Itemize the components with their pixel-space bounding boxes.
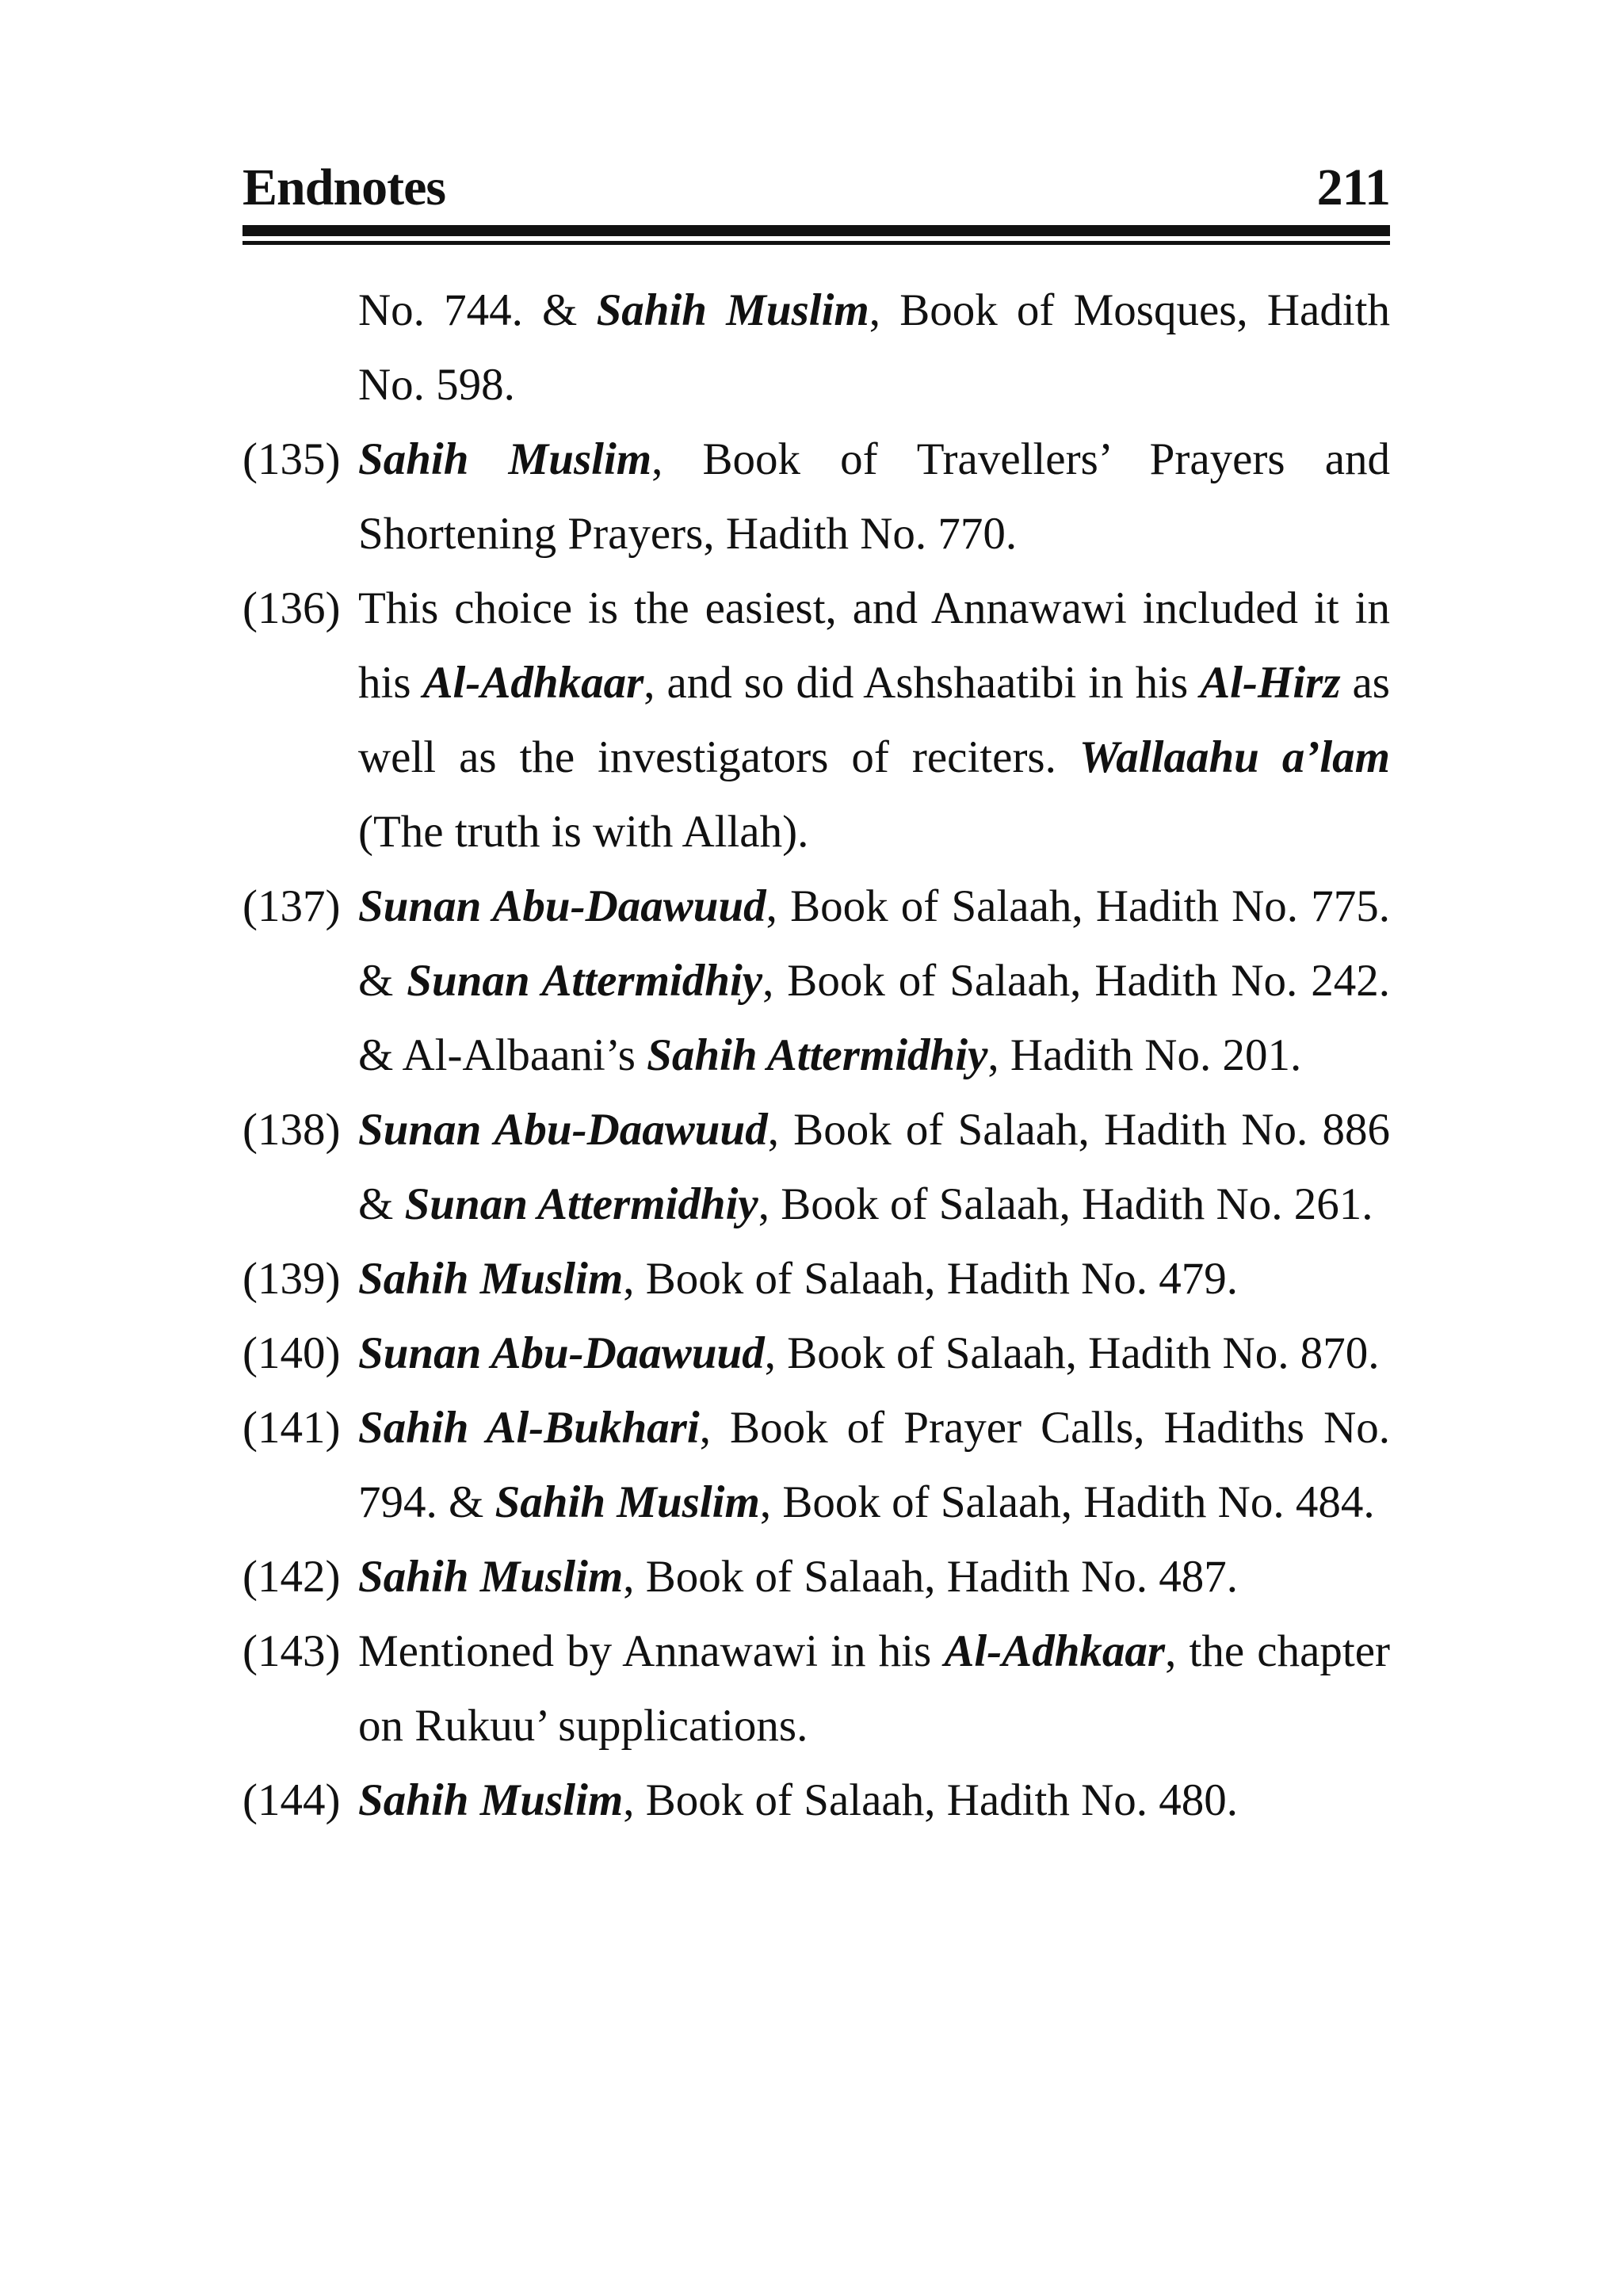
endnote-text bbox=[358, 273, 1390, 422]
endnote-item bbox=[242, 1540, 1390, 1614]
italic-title: Sahih Attermidhiy bbox=[647, 1030, 988, 1080]
text-run: , Book of Salaah, Hadith No. 242. & Al-Albaani’s bbox=[358, 956, 1391, 1080]
text-run: Mentioned by Annawawi in his bbox=[358, 1626, 945, 1676]
endnote-text bbox=[358, 1093, 1390, 1242]
italic-title: Al-Adhkaar bbox=[422, 658, 644, 708]
endnotes-list bbox=[242, 273, 1390, 1838]
endnote-number: (139) bbox=[242, 1254, 341, 1304]
italic-title: Sahih Al-Bukhari bbox=[358, 1403, 700, 1453]
text-run: , Book of Salaah, Hadith No. 480. bbox=[623, 1775, 1238, 1825]
endnote-text bbox=[358, 1242, 1390, 1316]
text-run: , and so did Ashshaatibi in his bbox=[643, 658, 1201, 708]
header-rule-thick bbox=[242, 225, 1390, 236]
endnote-number: (137) bbox=[242, 881, 341, 931]
endnote-item bbox=[242, 869, 1390, 1093]
header-title: Endnotes bbox=[242, 159, 446, 216]
endnote-item bbox=[242, 1093, 1390, 1242]
text-run: , Book of Mosques, Hadith No. 598. bbox=[358, 285, 1390, 410]
endnote-number: (141) bbox=[242, 1403, 341, 1453]
text-run: as well as the investigators of reciters. bbox=[358, 658, 1390, 782]
text-run: , Book of Salaah, Hadith No. 775. & bbox=[358, 881, 1390, 1006]
italic-title: Sahih Muslim bbox=[358, 1552, 624, 1602]
italic-title: Al-Hirz bbox=[1200, 658, 1341, 708]
italic-title: Sahih Muslim bbox=[358, 1775, 624, 1825]
endnote-text bbox=[358, 1391, 1390, 1540]
text-run: , Book of Salaah, Hadith No. 484. bbox=[759, 1477, 1375, 1527]
endnote-item bbox=[242, 273, 1390, 422]
header-rule-thin bbox=[242, 241, 1390, 245]
endnote-text bbox=[358, 1316, 1390, 1391]
italic-title: Sunan Abu-Daawuud bbox=[358, 881, 766, 931]
endnote-number: (144) bbox=[242, 1775, 341, 1825]
text-run: , Book of Salaah, Hadith No. 261. bbox=[758, 1179, 1373, 1229]
endnote-item bbox=[242, 571, 1390, 869]
italic-title: Sunan Attermidhiy bbox=[407, 956, 763, 1006]
italic-title: Sahih Muslim bbox=[358, 434, 652, 484]
endnote-text bbox=[358, 1540, 1390, 1614]
text-run: (The truth is with Allah). bbox=[358, 807, 809, 857]
text-run: This choice is the easiest, and Annawawi included it in his bbox=[358, 583, 1390, 708]
italic-title: Sahih Muslim bbox=[596, 285, 869, 335]
endnote-number: (142) bbox=[242, 1552, 341, 1602]
endnote-text bbox=[358, 1614, 1390, 1763]
text-run: , Book of Salaah, Hadith No. 886 & bbox=[358, 1105, 1390, 1229]
italic-title: Wallaahu a’lam bbox=[1079, 732, 1390, 782]
endnote-item bbox=[242, 1242, 1390, 1316]
text-run: , Book of Salaah, Hadith No. 479. bbox=[623, 1254, 1238, 1304]
endnote-item bbox=[242, 1391, 1390, 1540]
italic-title: Al-Adhkaar bbox=[944, 1626, 1166, 1676]
endnote-item bbox=[242, 1316, 1390, 1391]
italic-title: Sahih Muslim bbox=[495, 1477, 760, 1527]
endnote-text bbox=[358, 422, 1390, 571]
book-page bbox=[242, 143, 1390, 1838]
endnote-text bbox=[358, 869, 1390, 1093]
endnote-item bbox=[242, 1763, 1390, 1838]
text-run: No. 744. & bbox=[358, 285, 597, 335]
endnote-number: (136) bbox=[242, 583, 341, 633]
endnote-number: (135) bbox=[242, 434, 341, 484]
endnote-text bbox=[358, 1763, 1390, 1838]
running-header bbox=[242, 143, 1390, 214]
text-run: , Book of Salaah, Hadith No. 870. bbox=[764, 1328, 1380, 1378]
text-run: , Book of Travellers’ Prayers and Shortening Prayers, Hadith No. 770. bbox=[358, 434, 1390, 559]
endnote-number: (143) bbox=[242, 1626, 341, 1676]
text-run: , Book of Prayer Calls, Hadiths No. 794. & bbox=[358, 1403, 1390, 1527]
italic-title: Sunan Abu-Daawuud bbox=[358, 1328, 765, 1378]
text-run: , Hadith No. 201. bbox=[987, 1030, 1302, 1080]
italic-title: Sunan Attermidhiy bbox=[404, 1179, 758, 1229]
endnote-item bbox=[242, 422, 1390, 571]
endnote-text bbox=[358, 571, 1390, 869]
page-number: 211 bbox=[1316, 159, 1390, 216]
italic-title: Sunan Abu-Daawuud bbox=[358, 1105, 768, 1155]
endnote-item bbox=[242, 1614, 1390, 1763]
endnote-number: (140) bbox=[242, 1328, 341, 1378]
endnote-number: (138) bbox=[242, 1105, 341, 1155]
italic-title: Sahih Muslim bbox=[358, 1254, 624, 1304]
text-run: , Book of Salaah, Hadith No. 487. bbox=[623, 1552, 1238, 1602]
text-run: , the chapter on Rukuu’ supplications. bbox=[358, 1626, 1390, 1751]
